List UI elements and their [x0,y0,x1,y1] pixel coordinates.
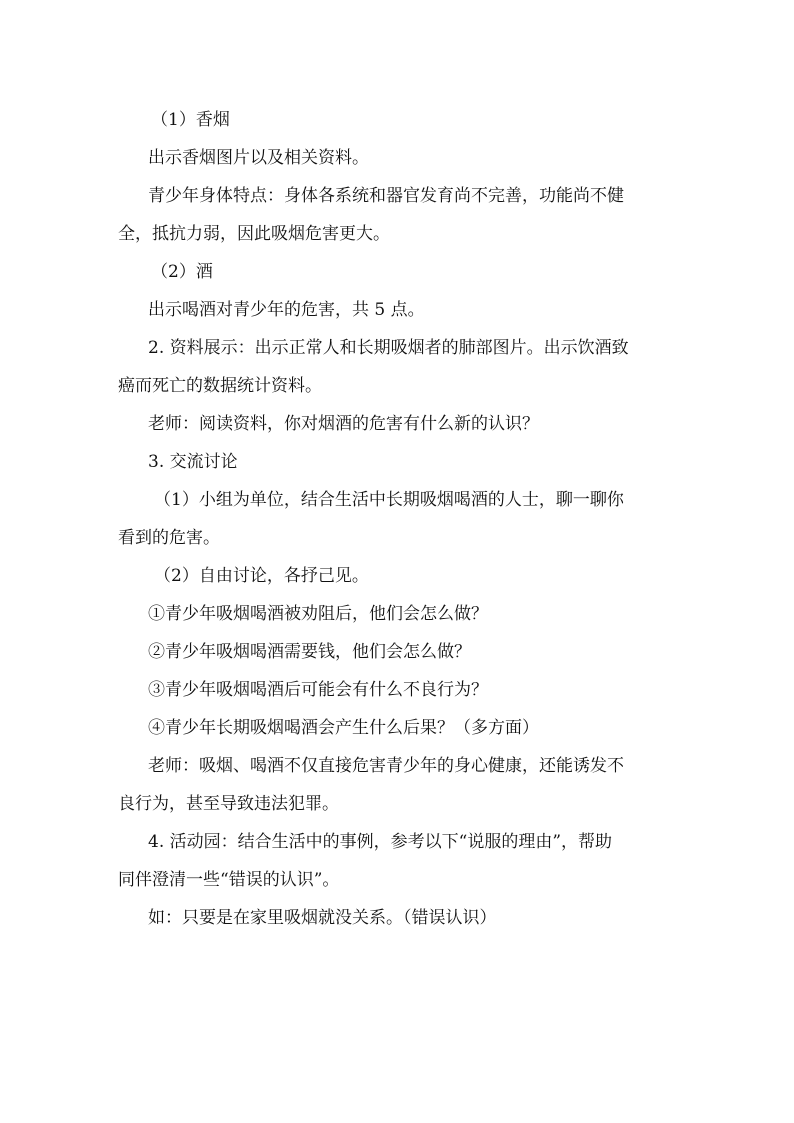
section-heading-materials: 2. 资料展示：出示正常人和长期吸烟者的肺部图片。出示饮酒致 [148,338,629,358]
paragraph: 出示香烟图片以及相关资料。 [148,148,369,168]
paragraph: 青少年身体特点：身体各系统和器官发育尚不完善，功能尚不健 [148,186,624,206]
paragraph: （2）自由讨论，各抒己见。 [154,566,369,586]
paragraph-continuation: 看到的危害。 [118,528,220,548]
list-item: ④青少年长期吸烟喝酒会产生什么后果？（多方面） [148,718,539,738]
paragraph-continuation: 良行为，甚至导致违法犯罪。 [118,794,339,814]
subheading-alcohol: （2）酒 [151,262,213,282]
list-item: ①青少年吸烟喝酒被劝阻后，他们会怎么做？ [148,604,488,624]
list-item: ②青少年吸烟喝酒需要钱，他们会怎么做？ [148,642,471,662]
teacher-summary: 老师：吸烟、喝酒不仅直接危害青少年的身心健康，还能诱发不 [148,756,624,776]
example-line: 如：只要是在家里吸烟就没关系。（错误认识） [148,908,497,928]
paragraph-continuation: 同伴澄清一些“错误的认识”。 [118,870,340,890]
section-heading-discussion: 3. 交流讨论 [148,452,238,472]
paragraph: 出示喝酒对青少年的危害，共 5 点。 [148,300,425,320]
subheading-cigarettes: （1）香烟 [151,110,230,130]
section-heading-activity: 4. 活动园：结合生活中的事例，参考以下“说服的理由”，帮助 [148,832,613,852]
paragraph-continuation: 癌而死亡的数据统计资料。 [118,376,322,396]
paragraph-continuation: 全，抵抗力弱，因此吸烟危害更大。 [118,224,390,244]
teacher-question: 老师：阅读资料，你对烟酒的危害有什么新的认识？ [148,414,539,434]
list-item: ③青少年吸烟喝酒后可能会有什么不良行为？ [148,680,488,700]
document-body [118,101,682,937]
paragraph: （1）小组为单位，结合生活中长期吸烟喝酒的人士，聊一聊你 [154,490,624,510]
